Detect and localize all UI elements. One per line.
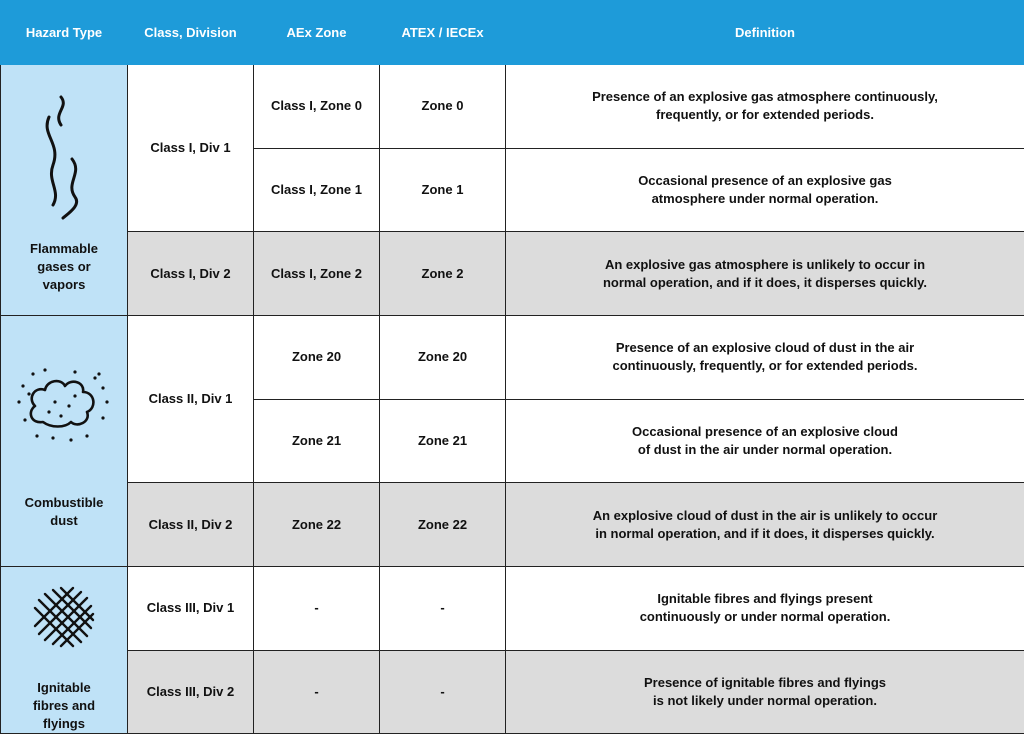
aex-zone-cell: Class I, Zone 2 bbox=[254, 232, 380, 316]
table-row bbox=[1, 650, 1024, 734]
hazard-type-gas bbox=[1, 65, 128, 316]
definition-cell: Presence of an explosive gas atmosphere continuously, frequently, or for extended periods. bbox=[506, 65, 1024, 149]
hazard-type-fibres-label: Ignitable fibres and flyings bbox=[32, 680, 96, 731]
aex-zone-cell: Class I, Zone 1 bbox=[254, 148, 380, 232]
atex-zone-cell: - bbox=[380, 650, 506, 734]
header-row bbox=[1, 1, 1024, 65]
atex-zone-cell: Zone 2 bbox=[380, 232, 506, 316]
table-row bbox=[1, 483, 1024, 567]
header-class-division: Class, Division bbox=[128, 1, 254, 65]
aex-zone-cell: Zone 22 bbox=[254, 483, 380, 567]
class-division-cell: Class I, Div 1 bbox=[128, 65, 254, 232]
hazard-type-dust-label: Combustible dust bbox=[24, 495, 104, 528]
header-aex-zone: AEx Zone bbox=[254, 1, 380, 65]
table-row bbox=[1, 232, 1024, 316]
dust-cloud-icon bbox=[15, 366, 113, 442]
class-division-cell: Class II, Div 2 bbox=[128, 483, 254, 567]
aex-zone-cell: Zone 21 bbox=[254, 399, 380, 483]
table-row bbox=[1, 65, 1024, 149]
definition-cell: Occasional presence of an explosive gas atmosphere under normal operation. bbox=[506, 148, 1024, 232]
aex-zone-cell: - bbox=[254, 567, 380, 651]
gas-vapor-icon bbox=[39, 95, 89, 220]
class-division-cell: Class III, Div 1 bbox=[128, 567, 254, 651]
fibres-mesh-icon bbox=[33, 586, 95, 648]
atex-zone-cell: Zone 22 bbox=[380, 483, 506, 567]
hazard-type-fibres bbox=[1, 567, 128, 734]
atex-zone-cell: Zone 0 bbox=[380, 65, 506, 149]
definition-cell: An explosive gas atmosphere is unlikely to occur in normal operation, and if it does, it disperses quickly. bbox=[506, 232, 1024, 316]
header-atex-iecex: ATEX / IECEx bbox=[380, 1, 506, 65]
class-division-cell: Class II, Div 1 bbox=[128, 316, 254, 483]
header-definition: Definition bbox=[506, 1, 1024, 65]
hazard-type-gas-label: Flammable gases or vapors bbox=[30, 241, 98, 292]
definition-cell: Ignitable fibres and flyings present continuously or under normal operation. bbox=[506, 567, 1024, 651]
class-division-cell: Class I, Div 2 bbox=[128, 232, 254, 316]
aex-zone-cell: Class I, Zone 0 bbox=[254, 65, 380, 149]
atex-zone-cell: Zone 21 bbox=[380, 399, 506, 483]
atex-zone-cell: Zone 20 bbox=[380, 316, 506, 400]
table-row bbox=[1, 567, 1024, 651]
atex-zone-cell: Zone 1 bbox=[380, 148, 506, 232]
table-row bbox=[1, 316, 1024, 400]
aex-zone-cell: Zone 20 bbox=[254, 316, 380, 400]
hazard-type-dust bbox=[1, 316, 128, 567]
definition-cell: Presence of an explosive cloud of dust in the air continuously, frequently, or for extended periods. bbox=[506, 316, 1024, 400]
atex-zone-cell: - bbox=[380, 567, 506, 651]
definition-cell: Presence of ignitable fibres and flyings is not likely under normal operation. bbox=[506, 650, 1024, 734]
header-hazard-type: Hazard Type bbox=[1, 1, 128, 65]
class-division-cell: Class III, Div 2 bbox=[128, 650, 254, 734]
definition-cell: An explosive cloud of dust in the air is unlikely to occur in normal operation, and if it does, it disperses quickly. bbox=[506, 483, 1024, 567]
aex-zone-cell: - bbox=[254, 650, 380, 734]
definition-cell: Occasional presence of an explosive cloud of dust in the air under normal operation. bbox=[506, 399, 1024, 483]
